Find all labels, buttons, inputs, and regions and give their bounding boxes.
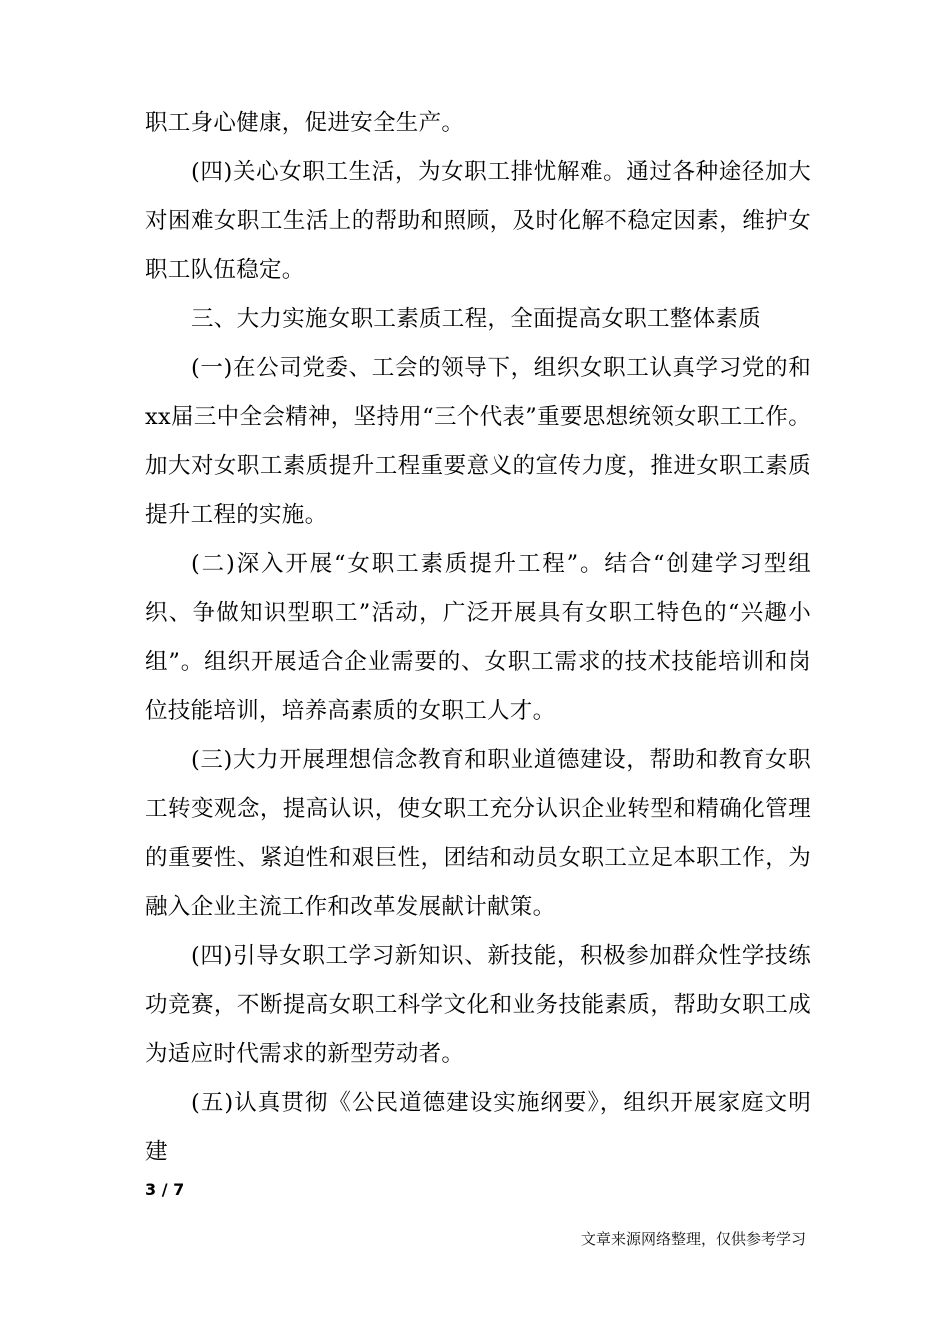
- section-heading-3: 三、大力实施女职工素质工程，全面提高女职工整体素质: [191, 306, 762, 332]
- paragraph-2: (四)关心女职工生活，为女职工排忧解难。通过各种途径加大对困难女职工生活上的帮助和照顾，及时化解不稳定因素，维护女职工队伍稳定。: [145, 159, 811, 283]
- paragraph-1: 职工身心健康，促进安全生产。: [145, 110, 465, 136]
- page-number: 3 / 7: [145, 1180, 185, 1199]
- paragraph-8: (五)认真贯彻《公民道德建设实施纲要》，组织开展家庭文明建: [145, 1090, 811, 1165]
- paragraph-6: (三)大力开展理想信念教育和职业道德建设，帮助和教育女职工转变观念，提高认识，使女职工充分认识企业转型和精确化管理的重要性、紧迫性和艰巨性，团结和动员女职工立足本职工作，为融入企业主流工作和改革发展献计献策。: [145, 747, 811, 920]
- footer-source-note: 文章来源网络整理，仅供参考学习: [580, 1230, 806, 1248]
- paragraph-4: (一)在公司党委、工会的领导下，组织女职工认真学习党的和xx届三中全会精神，坚持用“三个代表”重要思想统领女职工工作。加大对女职工素质提升工程重要意义的宣传力度，推进女职工素质提升工程的实施。: [145, 355, 811, 528]
- body-text: [145, 99, 811, 1177]
- paragraph-5: (二)深入开展“女职工素质提升工程”。结合“创建学习型组织、争做知识型职工”活动，广泛开展具有女职工特色的“兴趣小组”。组织开展适合企业需要的、女职工需求的技术技能培训和岗位技能培训，培养高素质的女职工人才。: [145, 551, 811, 724]
- paragraph-7: (四)引导女职工学习新知识、新技能，积极参加群众性学技练功竞赛，不断提高女职工科学文化和业务技能素质，帮助女职工成为适应时代需求的新型劳动者。: [145, 943, 811, 1067]
